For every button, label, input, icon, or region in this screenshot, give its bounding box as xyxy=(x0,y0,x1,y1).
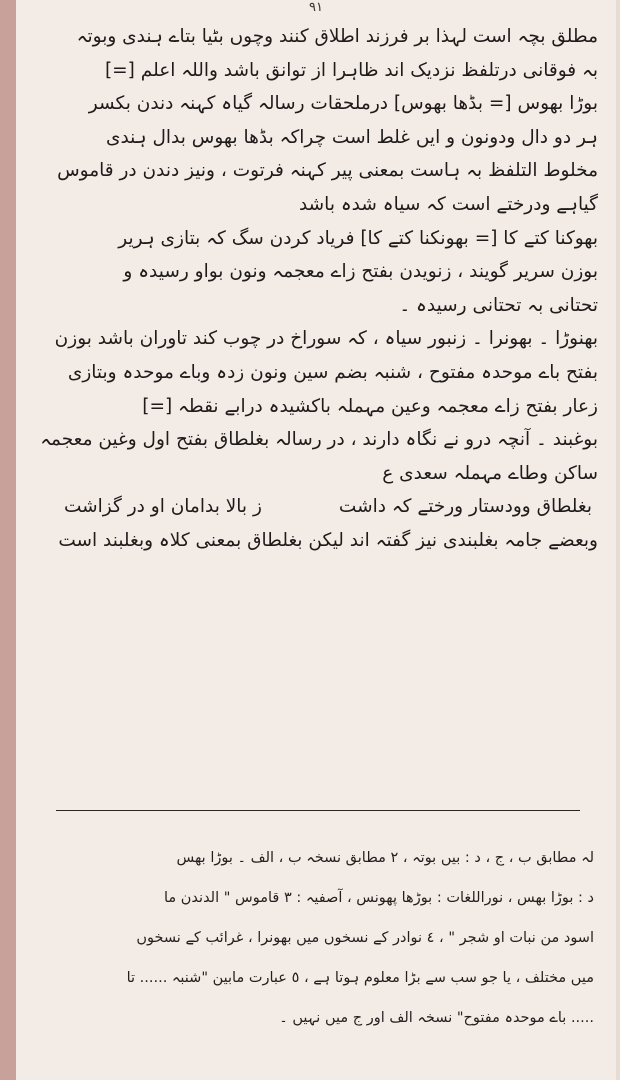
text-line: بوڑا بھوس [= بڈھا بھوس] درملحقات رسالہ گیاہ کہنہ دندن بکسر xyxy=(88,93,598,115)
text-line: زعار بفتح زاے معجمہ وعین مہملہ باکشیدہ درابے نقطہ [=] xyxy=(142,395,598,417)
text-line: تحتانی بہ تحتانی رسیدہ ۔ xyxy=(399,294,598,316)
text-line: مخلوط التلفظ بہ ہاست بمعنی پیر کہنہ فرتوت ، ونیز دندن در قاموس xyxy=(57,160,598,182)
main-text-block xyxy=(34,20,598,558)
text-line: بوزن سریر گویند ، زنویدن بفتح زاے معجمہ ونون بواو رسیدہ و xyxy=(123,261,598,283)
verse-second-hemistich: ز بالا بدامان او در گزاشت xyxy=(64,496,262,518)
footnotes-block xyxy=(34,838,594,1038)
footnote-separator xyxy=(56,810,580,811)
footnote-line: میں مختلف ، یا جو سب سے بڑا معلوم ہوتا ہے ، ٥ عبارت مابین "شنبہ ...... تا xyxy=(126,970,594,986)
text-line: مطلق بچہ است لہذا بر فرزند اطلاق کنند وچوں بٹیا بتاے ہندی وبوتہ xyxy=(76,26,598,47)
text-line: بہ فوقانی درتلفظ نزدیک اند ظاہرا از توانق باشد واللہ اعلم [=] xyxy=(104,59,598,81)
text-line: بھوکنا کتے کا [= بھونکنا کتے کا] فریاد کردن سگ کہ بتازی ہریر xyxy=(118,227,598,249)
text-line: ساکن وطاے مہملہ سعدی ع xyxy=(382,462,598,484)
footnote-line: لہ مطابق ب ، ج ، د : بیں بوتہ ، ٢ مطابق نسخہ ب ، الف ۔ بوڑا بھس xyxy=(176,850,594,866)
verse-couplet xyxy=(34,490,598,524)
verse-first-hemistich: بغلطاق وودستار ورختے کہ داشت xyxy=(338,496,592,518)
page-number: ۹۱ xyxy=(309,0,323,15)
footnote-line: د : بوڑا بھس ، نوراللغات : بوڑھا پھونس ، آصفیہ : ٣ قاموس " الدندن ما xyxy=(163,890,594,906)
footnote-line: ..... باے موحدہ مفتوح" نسخہ الف اور ج میں نہیں ۔ xyxy=(279,1010,594,1026)
footnote-line: اسود من نبات او شجر " ، ٤ نوادر کے نسخوں میں بھونرا ، غرائب کے نسخوں xyxy=(136,930,594,946)
text-line: بوغبند ۔ آنچہ درو نے نگاہ دارند ، در رسالہ بغلطاق بفتح اول وغین معجمہ xyxy=(40,429,598,451)
text-line: گیاہے ودرختے است کہ سیاہ شدہ باشد xyxy=(298,193,598,215)
text-line: بفتح باے موحدہ مفتوح ، شنبہ بضم سین ونون زدہ وباے موحدہ وبتازی xyxy=(67,361,598,383)
text-line: بھنوڑا ۔ بھونرا ۔ زنبور سیاہ ، کہ سوراخ در چوب کند تاوران باشد بوزن xyxy=(54,328,598,350)
text-line: وبعضے جامہ بغلبندی نیز گفتہ اند لیکن بغلطاق بمعنی کلاہ وبغلبند است xyxy=(58,529,598,551)
text-line: ہر دو دال ودونون و ایں غلط است چراکہ بڈھا بھوس بدال ہندی xyxy=(105,126,598,148)
